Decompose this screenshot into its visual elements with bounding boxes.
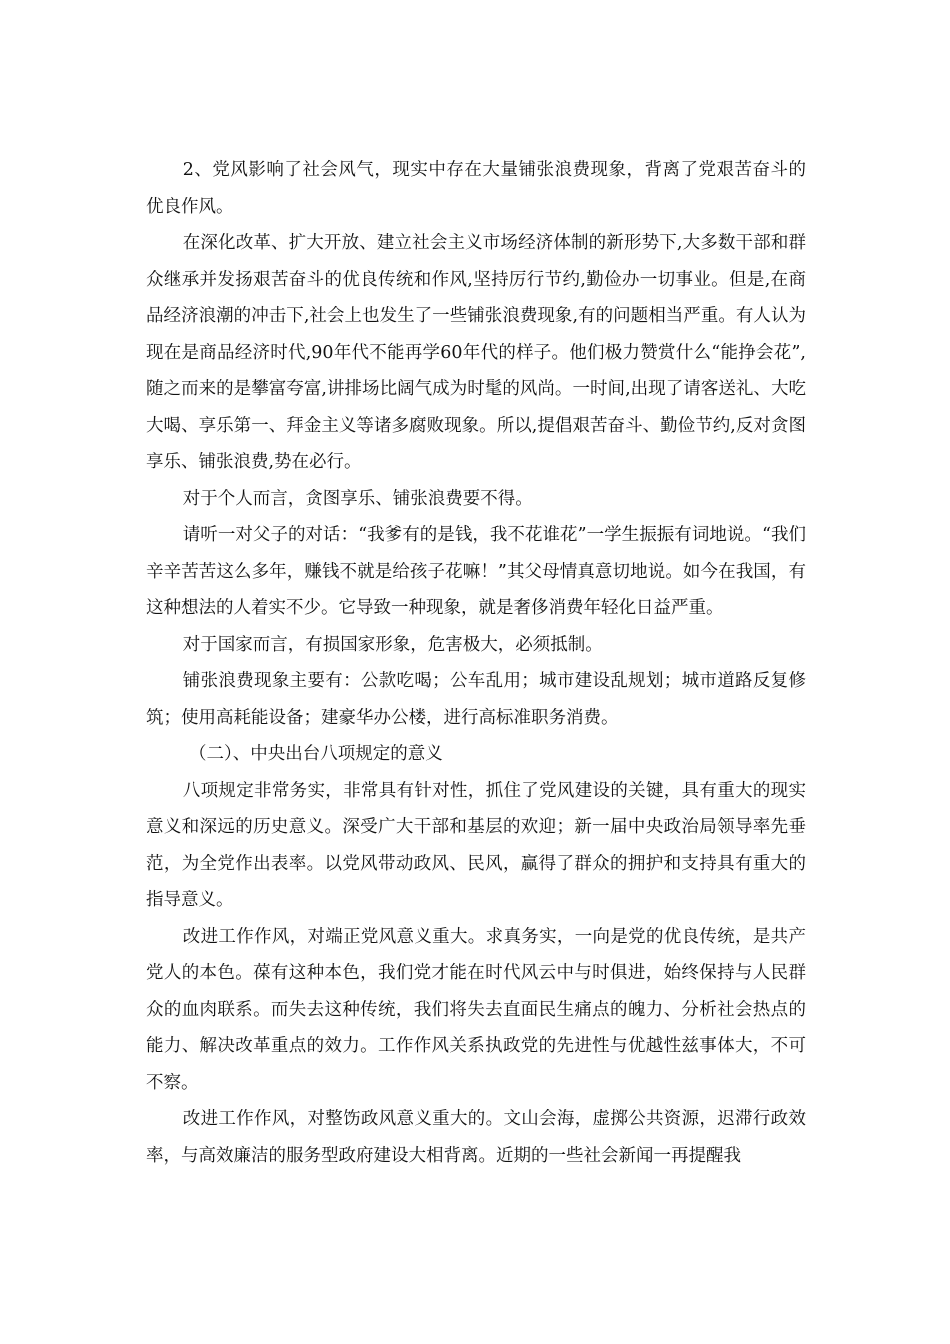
paragraph-market-economy: 在深化改革、扩大开放、建立社会主义市场经济体制的新形势下,大多数干部和群众继承并发扬艰苦奋斗的优良传统和作风,坚持厉行节约,勤俭办一切事业。但是,在商品经济浪潮的冲击下,社会上也发生了一些铺张浪费现象,有的问题相当严重。有人认为现在是商品经济时代,90年代不能再学60年代的样子。他们极力赞赏什么“能挣会花”,随之而来的是攀富夸富,讲排场比阔气成为时髦的风尚。一时间,出现了请客送礼、大吃大喝、享乐第一、拜金主义等诸多腐败现象。所以,提倡艰苦奋斗、勤俭节约,反对贪图享乐、铺张浪费,势在必行。 xyxy=(146,233,806,472)
paragraph-eight-rules: 八项规定非常务实，非常具有针对性，抓住了党风建设的关键，具有重大的现实意义和深远的历史意义。深受广大干部和基层的欢迎；新一届中央政治局领导率先垂范，为全党作出表率。以党风带动政风、民风，赢得了群众的拥护和支持具有重大的指导意义。 xyxy=(146,780,806,910)
paragraph-party-style: 2、党风影响了社会风气，现实中存在大量铺张浪费现象，背离了党艰苦奋斗的优良作风。 xyxy=(146,160,806,217)
paragraph-government-conduct: 改进工作作风，对整饬政风意义重大的。文山会海，虚掷公共资源，迟滞行政效率，与高效廉洁的服务型政府建设大相背离。近期的一些社会新闻一再提醒我 xyxy=(146,1109,806,1166)
paragraph-waste-phenomena: 铺张浪费现象主要有：公款吃喝；公车乱用；城市建设乱规划；城市道路反复修筑；使用高耗能设备；建豪华办公楼，进行高标准职务消费。 xyxy=(146,671,806,728)
document-page xyxy=(146,152,806,1174)
paragraph-party-conduct: 改进工作作风，对端正党风意义重大。求真务实，一向是党的优良传统，是共产党人的本色。葆有这种本色，我们党才能在时代风云中与时俱进，始终保持与人民群众的血肉联系。而失去这种传统，我们将失去直面民生痛点的魄力、分析社会热点的能力、解决改革重点的效力。工作作风关系执政党的先进性与优越性兹事体大，不可不察。 xyxy=(146,926,806,1093)
section-heading: （二）、中央出台八项规定的意义 xyxy=(189,744,443,764)
paragraph-individual: 对于个人而言，贪图享乐、铺张浪费要不得。 xyxy=(182,488,533,509)
paragraph-father-son-dialogue: 请听一对父子的对话：“我爹有的是钱，我不花谁花”一学生振振有词地说。“我们辛辛苦苦这么多年，赚钱不就是给孩子花嘛！”其父母情真意切地说。如今在我国，有这种想法的人着实不少。它导致一种现象，就是奢侈消费年轻化日益严重。 xyxy=(146,525,806,618)
paragraph-nation: 对于国家而言，有损国家形象，危害极大，必须抵制。 xyxy=(182,634,603,655)
